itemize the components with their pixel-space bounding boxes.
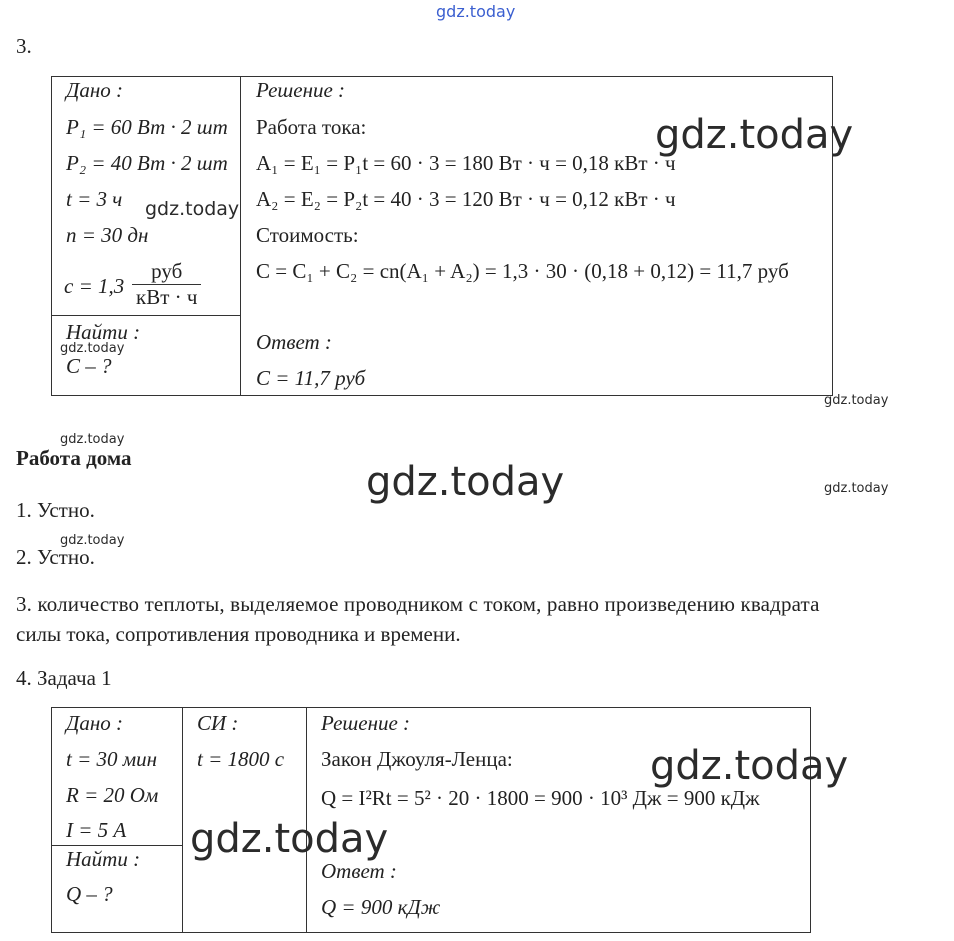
task3-given-header: Дано :	[66, 78, 124, 102]
task3-solution-header: Решение :	[256, 78, 346, 102]
watermark-large-4: gdz.today	[190, 816, 389, 862]
task4-given-header: Дано :	[66, 711, 124, 735]
watermark-top: gdz.today	[436, 2, 516, 21]
task3-given-p1: P₁ = 60 Вт · 2 шт	[66, 115, 228, 139]
watermark-small-2: gdz.today	[824, 393, 889, 408]
task4-solution-header: Решение :	[321, 711, 411, 735]
task3-find: C – ?	[66, 354, 112, 378]
homework-title: Работа дома	[16, 446, 132, 470]
watermark-large-3: gdz.today	[650, 743, 849, 789]
homework-item-2: 2. Устно.	[16, 545, 95, 569]
task3-given-t: t = 3 ч	[66, 187, 123, 211]
watermark-small-1: gdz.today	[60, 341, 125, 356]
task3-answer-header: Ответ :	[256, 330, 332, 354]
homework-item-3: 3. количество теплоты, выделяемое проводником с током, равно произведению квадрата	[16, 592, 820, 616]
task4-find: Q – ?	[66, 882, 113, 906]
task3-c-numerator: руб	[132, 259, 201, 285]
task4-solution-line-1: Закон Джоуля-Ленца:	[321, 747, 513, 771]
task4-given-r: R = 20 Ом	[66, 783, 159, 807]
task4-find-header: Найти :	[66, 847, 141, 871]
task3-number: 3.	[16, 34, 32, 58]
task4-given-si-divider	[182, 707, 183, 933]
task4-solution-line-2: Q = I²Rt = 5² · 20 · 1800 = 900 · 10³ Дж = 900 кДж	[321, 786, 760, 810]
task3-solution-line-4: Стоимость:	[256, 223, 359, 247]
task3-given-p2: P₂ = 40 Вт · 2 шт	[66, 151, 228, 175]
homework-item-1: 1. Устно.	[16, 498, 95, 522]
watermark-small-5: gdz.today	[60, 533, 125, 548]
task4-si-t: t = 1800 с	[197, 747, 285, 771]
task4-answer-header: Ответ :	[321, 859, 397, 883]
task3-given-find-divider	[51, 315, 241, 316]
task3-solution-line-5: C = C₁ + C₂ = cn(A₁ + A₂) = 1,3 · 30 · (0,18 + 0,12) = 11,7 руб	[256, 259, 789, 283]
task3-solution-line-3: A₂ = E₂ = P₂t = 40 · 3 = 120 Вт · ч = 0,12 кВт · ч	[256, 187, 676, 211]
homework-item-3-continued: силы тока, сопротивления проводника и времени.	[16, 622, 461, 646]
task4-given-find-divider	[51, 845, 183, 846]
task3-given-c: c = 1,3	[64, 274, 125, 298]
homework-item-4: 4. Задача 1	[16, 666, 112, 690]
watermark-small-4: gdz.today	[824, 481, 889, 496]
task3-c-fraction	[132, 259, 201, 310]
task3-solution-line-2: A₁ = E₁ = P₁t = 60 · 3 = 180 Вт · ч = 0,18 кВт · ч	[256, 151, 676, 175]
task3-answer: C = 11,7 руб	[256, 366, 366, 390]
task3-given-n: n = 30 дн	[66, 223, 149, 247]
watermark-medium-1: gdz.today	[145, 198, 240, 220]
watermark-large-1: gdz.today	[655, 112, 854, 158]
task3-c-denominator: кВт · ч	[136, 285, 198, 309]
task4-answer: Q = 900 кДж	[321, 895, 441, 919]
task4-given-t: t = 30 мин	[66, 747, 158, 771]
task4-si-header: СИ :	[197, 711, 239, 735]
task3-solution-line-1: Работа тока:	[256, 115, 367, 139]
task3-column-divider	[240, 76, 241, 396]
watermark-small-3: gdz.today	[60, 432, 125, 447]
watermark-large-2: gdz.today	[366, 459, 565, 505]
task4-given-i: I = 5 А	[66, 818, 127, 842]
task3-find-header: Найти :	[66, 320, 141, 344]
